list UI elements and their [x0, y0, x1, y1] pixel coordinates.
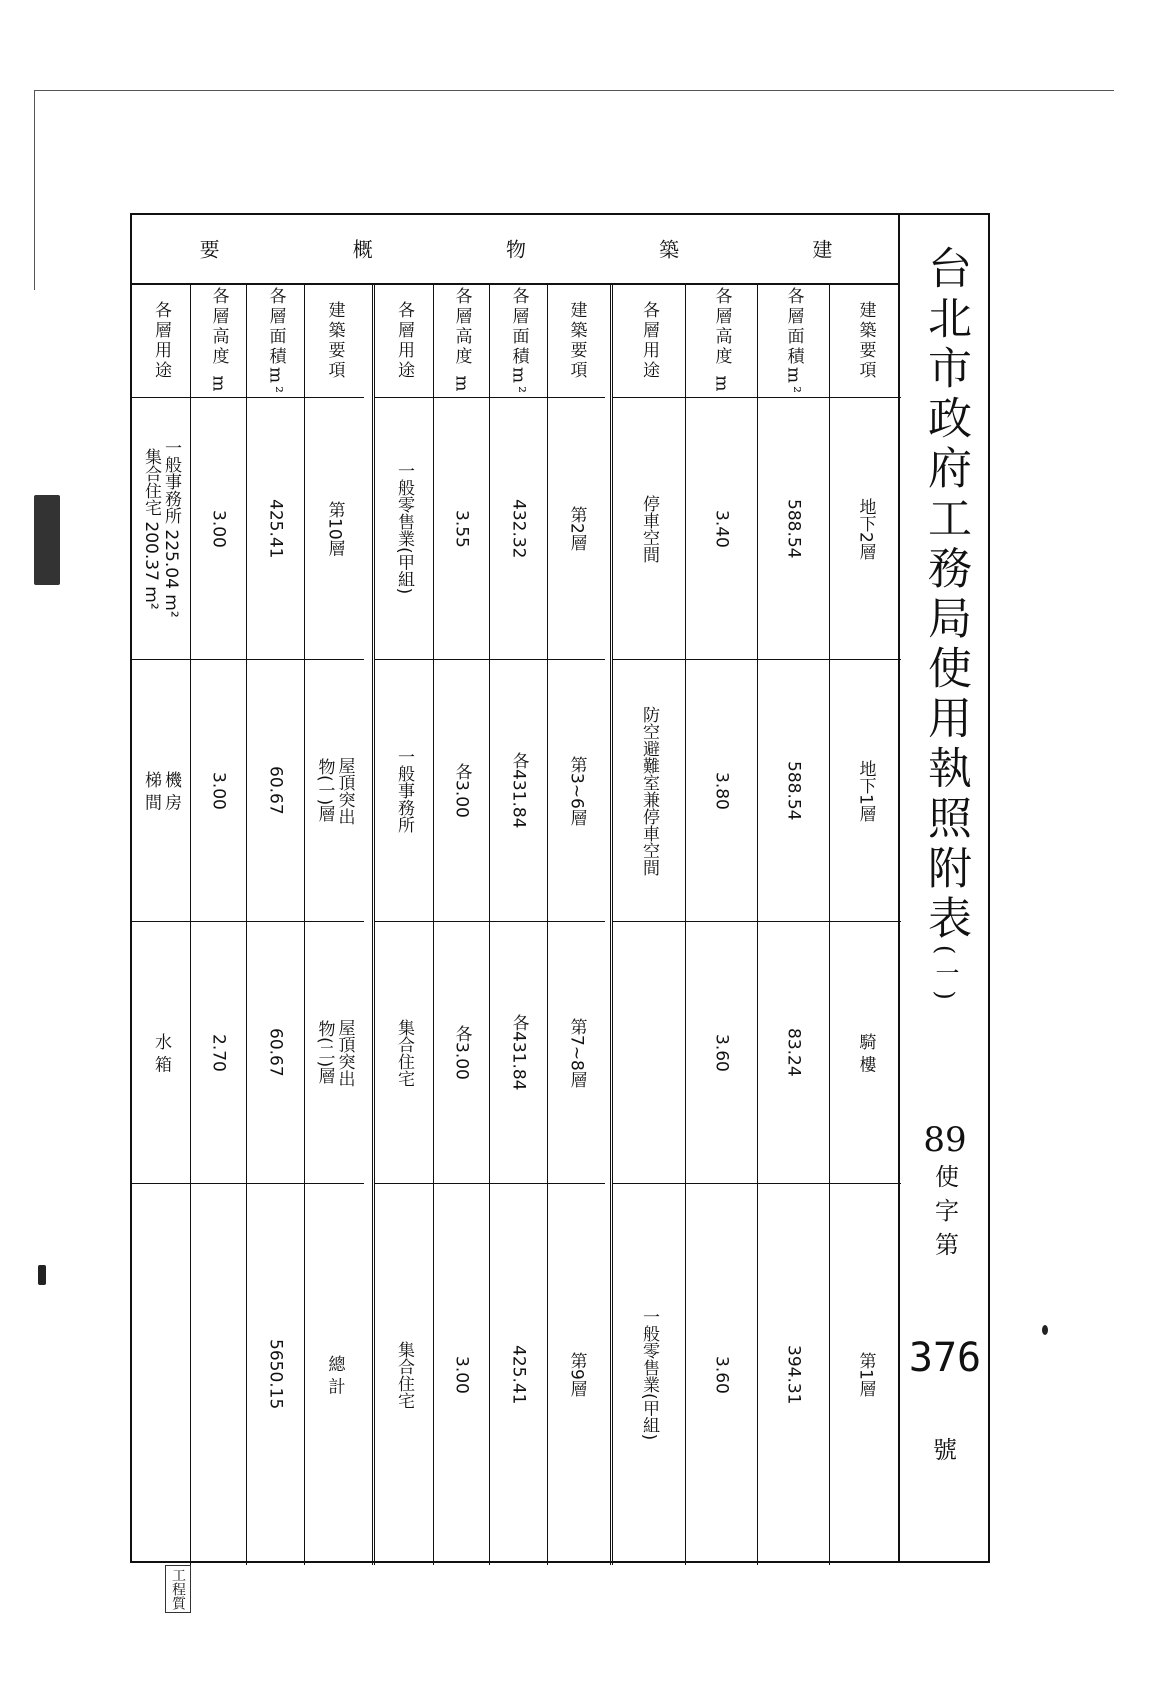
cell-use: 防空避難室兼停車空間	[613, 659, 685, 921]
permit-number: 376	[908, 1335, 982, 1381]
cell-height: 3.80	[686, 659, 757, 921]
band-heading-char: 概	[349, 239, 374, 259]
cell-item: 第10層	[305, 397, 364, 659]
row-label: 各層高度 m	[711, 287, 732, 395]
row-item	[304, 285, 364, 1565]
row-item	[829, 285, 901, 1565]
cell-item: 屋頂突出 物(一)層	[305, 659, 364, 921]
row-label: 各層面積m²	[508, 286, 529, 396]
cell-use: 一般零售業(甲組)	[375, 397, 433, 659]
row-label: 建築要項	[324, 301, 345, 381]
cell-height: 3.00	[434, 1183, 489, 1565]
cell-item: 第3~6層	[548, 659, 605, 921]
cell-height: 3.00	[191, 659, 246, 921]
title-strip	[900, 213, 990, 1563]
row-area	[489, 285, 547, 1565]
cell-item: 第9層	[548, 1183, 605, 1565]
row-label: 各層高度 m	[208, 287, 229, 395]
cell-use: 機 房 梯 間	[132, 659, 190, 921]
row-item	[547, 285, 605, 1565]
binding-mark	[34, 495, 60, 585]
row-height	[433, 285, 489, 1565]
cell-height: 3.60	[686, 1183, 757, 1565]
row-label: 建築要項	[855, 301, 876, 381]
binding-mark	[38, 1265, 46, 1285]
block-2	[372, 285, 602, 1565]
row-area	[757, 285, 829, 1565]
row-use	[613, 285, 685, 1565]
cell-height: 各3.00	[434, 659, 489, 921]
cell-height: 各3.00	[434, 921, 489, 1183]
row-label: 各層用途	[639, 301, 659, 381]
row-label: 各層用途	[394, 301, 414, 381]
document-title: 台北市政府工務局使用執照附表(一)	[920, 245, 971, 1006]
cell-area: 588.54	[758, 659, 829, 921]
band-heading-char: 築	[655, 239, 680, 259]
permit-year: 89	[923, 1120, 967, 1160]
cell-item: 屋頂突出 物(二)層	[305, 921, 364, 1183]
cell-use	[132, 1183, 190, 1565]
row-label: 各層面積m²	[265, 286, 286, 396]
scan-border-top	[34, 90, 1114, 91]
permit-form	[130, 213, 990, 1563]
row-label: 建築要項	[566, 301, 587, 381]
cell-use: 一般事務所 225.04 m² 集合住宅 200.37 m²	[132, 397, 190, 659]
cell-item: 第7~8層	[548, 921, 605, 1183]
cell-height: 3.00	[191, 397, 246, 659]
cell-item: 總 計	[305, 1183, 364, 1565]
row-area	[246, 285, 304, 1565]
cell-use: 集合住宅	[375, 921, 433, 1183]
cell-use	[613, 921, 685, 1183]
cell-use: 一般事務所	[375, 659, 433, 921]
row-label: 各層用途	[151, 301, 171, 381]
permit-number-suffix: 號	[933, 1436, 957, 1464]
margin-stamp: 工程質	[165, 1565, 191, 1613]
row-use	[375, 285, 433, 1565]
cell-area: 各431.84	[490, 659, 547, 921]
cell-height: 3.55	[434, 397, 489, 659]
cell-use: 停車空間	[613, 397, 685, 659]
row-label: 各層高度 m	[451, 287, 472, 395]
row-height	[190, 285, 246, 1565]
cell-area: 60.67	[247, 659, 304, 921]
cell-area: 各431.84	[490, 921, 547, 1183]
cell-item: 地下2層	[830, 397, 901, 659]
row-label: 各層面積m²	[783, 286, 804, 396]
permit-prefix	[900, 1120, 990, 1270]
cell-item: 第1層	[830, 1183, 901, 1565]
cell-area: 5650.15	[247, 1183, 304, 1565]
scan-dot	[1042, 1325, 1048, 1335]
band-heading	[132, 215, 898, 285]
cell-item: 地下1層	[830, 659, 901, 921]
cell-item: 第2層	[548, 397, 605, 659]
row-use	[132, 285, 190, 1565]
cell-use: 一般零售業(甲組)	[613, 1183, 685, 1565]
cell-area: 425.41	[490, 1183, 547, 1565]
scan-border-left	[34, 90, 35, 290]
cell-height: 3.60	[686, 921, 757, 1183]
cell-use: 集合住宅	[375, 1183, 433, 1565]
building-summary-table	[130, 213, 900, 1563]
cell-height: 2.70	[191, 921, 246, 1183]
cell-area: 425.41	[247, 397, 304, 659]
cell-area: 83.24	[758, 921, 829, 1183]
cell-area: 394.31	[758, 1183, 829, 1565]
cell-height	[191, 1183, 246, 1565]
cell-area: 60.67	[247, 921, 304, 1183]
block-1	[610, 285, 898, 1565]
cell-height: 3.40	[686, 397, 757, 659]
cell-use: 水 箱	[132, 921, 190, 1183]
band-heading-char: 建	[808, 239, 833, 259]
cell-area: 588.54	[758, 397, 829, 659]
block-3	[132, 285, 364, 1565]
row-height	[685, 285, 757, 1565]
permit-prefix-text: 使字第	[930, 1164, 959, 1266]
band-heading-char: 要	[196, 239, 221, 259]
band-heading-char: 物	[502, 239, 527, 259]
cell-area: 432.32	[490, 397, 547, 659]
cell-item: 騎 樓	[830, 921, 901, 1183]
